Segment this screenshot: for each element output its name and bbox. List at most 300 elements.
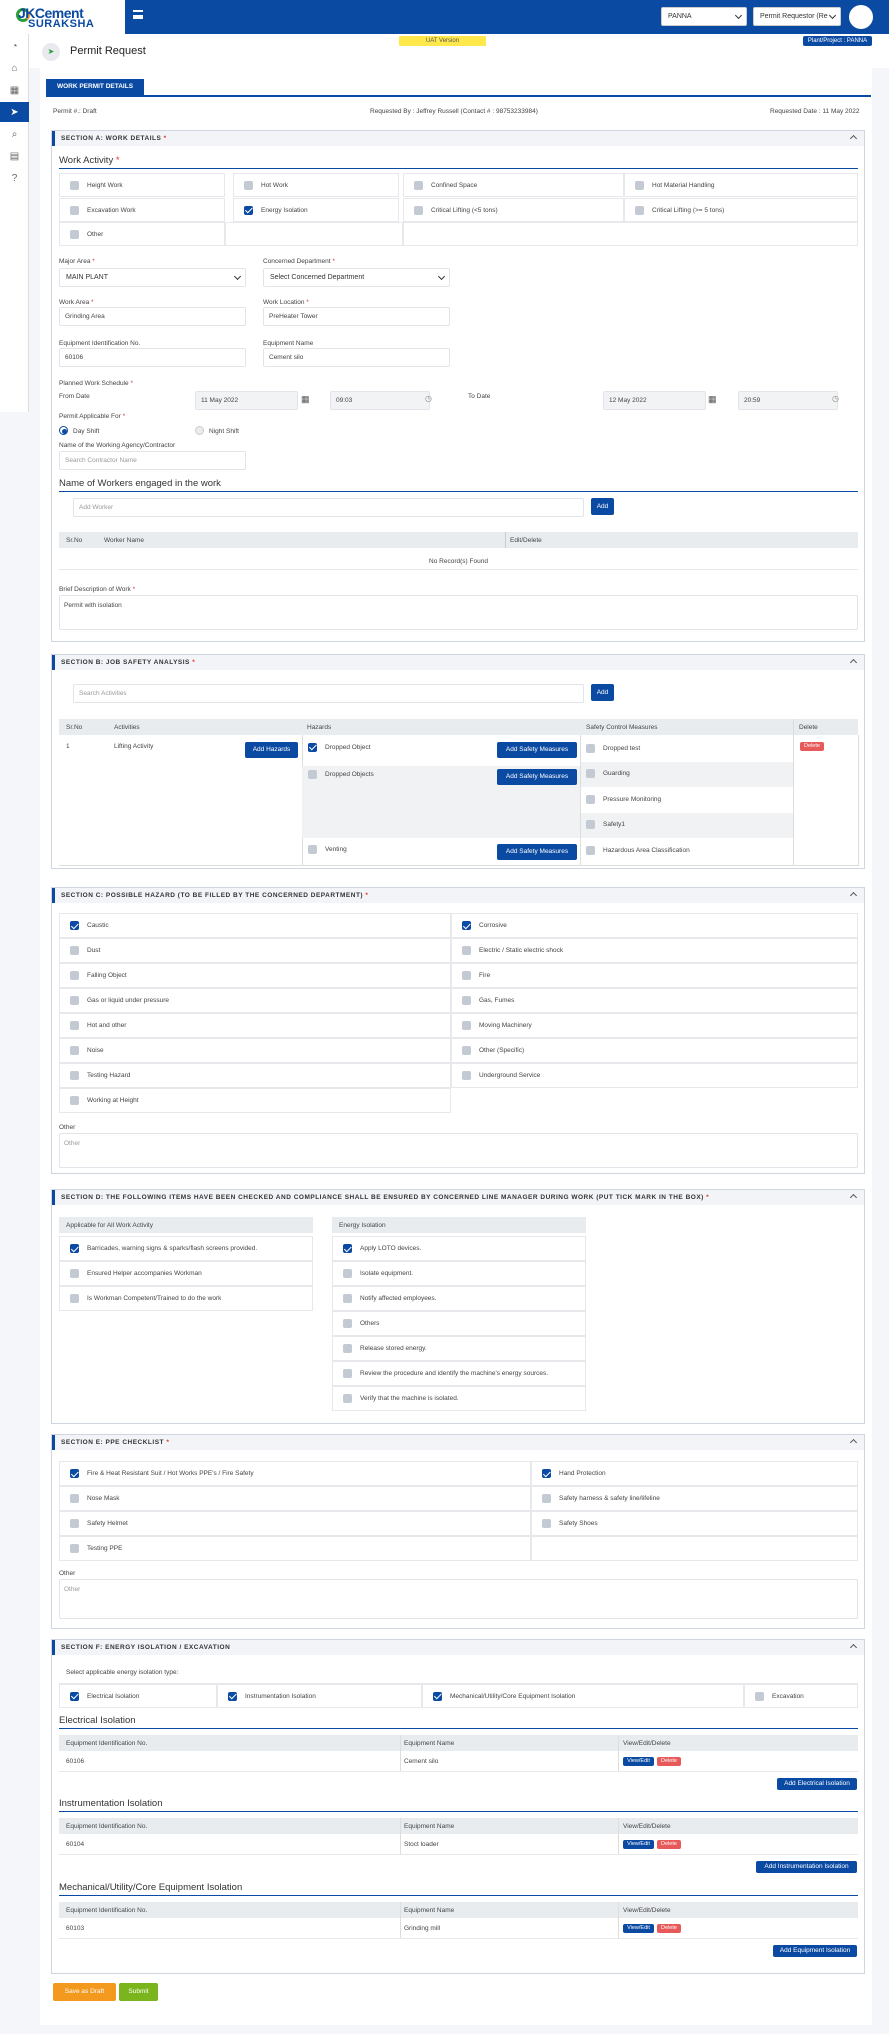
compliance-item-label: Others xyxy=(360,1320,380,1327)
checked-checkbox[interactable] xyxy=(542,1469,551,1478)
checkbox[interactable] xyxy=(414,206,423,215)
jsa-table-header xyxy=(59,719,858,735)
checkbox[interactable] xyxy=(462,971,471,980)
hazard-checkbox-item-label: Gas, Fumes xyxy=(479,997,515,1004)
jsa-activity: Lifting Activity xyxy=(114,743,154,750)
ppe-item xyxy=(531,1461,858,1486)
checkbox[interactable] xyxy=(308,845,317,854)
chevron-up-icon[interactable] xyxy=(850,659,857,666)
compliance-item-label: Review the procedure and identify the machine's energy sources. xyxy=(360,1370,549,1377)
work-area-label: Work Area * xyxy=(59,299,94,306)
checkbox[interactable] xyxy=(343,1394,352,1403)
chevron-up-icon[interactable] xyxy=(850,1644,857,1651)
hazard-checkbox-item xyxy=(59,938,451,963)
hazard-checkbox-item xyxy=(59,1063,451,1088)
add-isolation-button[interactable]: Add Electrical Isolation xyxy=(777,1778,857,1790)
row-divider xyxy=(59,1938,858,1939)
tab-work-permit-details[interactable]: WORK PERMIT DETAILS xyxy=(46,79,144,95)
work-activity-heading: Work Activity * xyxy=(59,155,120,166)
add-isolation-button[interactable]: Add Instrumentation Isolation xyxy=(756,1861,857,1873)
checkbox[interactable] xyxy=(343,1369,352,1378)
hazard-checkbox-item xyxy=(59,1038,451,1063)
empty-cell xyxy=(403,222,858,246)
ppe-item xyxy=(59,1536,531,1561)
checked-checkbox[interactable] xyxy=(462,921,471,930)
chevron-up-icon[interactable] xyxy=(850,892,857,899)
section-f-title: SECTION F: ENERGY ISOLATION / EXCAVATION xyxy=(61,1644,231,1651)
concerned-dept-label: Concerned Department * xyxy=(263,258,335,265)
safety-measure-item-label: Hazardous Area Classification xyxy=(603,846,690,854)
search-activities-input[interactable]: Search Activities xyxy=(73,684,584,703)
heading-underline xyxy=(59,491,858,492)
checkbox[interactable] xyxy=(244,181,253,190)
schedule-label-text: Planned Work Schedule xyxy=(59,380,129,387)
brief-label: Brief Description of Work * xyxy=(59,586,136,593)
hazard-checkbox-item-label: Hot and other xyxy=(87,1022,127,1029)
sidebar xyxy=(0,34,29,412)
hazard-item-label: Venting xyxy=(325,845,347,853)
work-activity-item xyxy=(59,173,225,197)
requested-date: Requested Date : 11 May 2022 xyxy=(770,108,860,115)
col-worker-name: Worker Name xyxy=(104,536,144,544)
equipment-name-cell: Stoct loader xyxy=(404,1841,439,1848)
work-area-label-text: Work Area xyxy=(59,299,90,306)
site-select-value: PANNA xyxy=(668,13,692,20)
checkbox[interactable] xyxy=(542,1519,551,1528)
hazard-other-textarea[interactable]: Other xyxy=(59,1133,858,1168)
heading-underline xyxy=(59,1895,858,1896)
checkbox[interactable] xyxy=(70,946,79,955)
work-activity-item-label: Other xyxy=(87,230,104,238)
applicable-label: Permit Applicable For * xyxy=(59,413,126,420)
night-shift-label: Night Shift xyxy=(209,428,239,435)
checkbox[interactable] xyxy=(343,1319,352,1328)
section-e-title: SECTION E: PPE CHECKLIST xyxy=(61,1439,165,1446)
agency-search-input[interactable]: Search Contractor Name xyxy=(59,451,246,470)
checkbox[interactable] xyxy=(70,181,79,190)
document-icon[interactable]: ▤ xyxy=(9,150,20,162)
checkbox[interactable] xyxy=(70,1046,79,1055)
col-equipment-id: Equipment Identification No. xyxy=(66,1739,148,1747)
hazard-checkbox-item-label: Underground Service xyxy=(479,1072,541,1079)
compliance-item-label: Ensured Helper accompanies Workman xyxy=(87,1270,202,1277)
section-b-header[interactable]: SECTION B: JOB SAFETY ANALYSIS * xyxy=(52,655,864,670)
safety-measure-item xyxy=(576,790,786,808)
chevron-down-icon xyxy=(735,12,742,19)
section-e-header[interactable]: SECTION E: PPE CHECKLIST * xyxy=(52,1435,864,1450)
col-divider xyxy=(618,1818,619,1854)
view-edit-button[interactable]: View/Edit xyxy=(623,1840,654,1849)
send-icon: ➤ xyxy=(42,43,60,61)
compliance-item xyxy=(59,1236,313,1261)
col-divider xyxy=(400,1902,401,1938)
safety-measure-item-label: Safety1 xyxy=(603,820,626,828)
safety-measure-item-label: Guarding xyxy=(603,769,630,777)
compliance-item-label: Verify that the machine is isolated. xyxy=(360,1395,459,1402)
compliance-item xyxy=(332,1286,586,1311)
isolation-table-header xyxy=(59,1818,858,1834)
clock-icon[interactable]: ◷ xyxy=(425,394,432,403)
help-icon[interactable]: ? xyxy=(11,172,18,184)
work-activity-item xyxy=(403,198,624,222)
checkbox[interactable] xyxy=(70,971,79,980)
compliance-item xyxy=(332,1386,586,1411)
chevron-down-icon xyxy=(438,273,445,280)
from-date-label: From Date xyxy=(59,393,90,400)
hazard-checkbox-item-label: Working at Height xyxy=(87,1097,139,1104)
equipment-name-cell: Cement silo xyxy=(404,1758,439,1765)
checkbox[interactable] xyxy=(586,769,595,778)
site-select[interactable] xyxy=(661,7,747,26)
checkbox[interactable] xyxy=(70,230,79,239)
compliance-item xyxy=(332,1261,586,1286)
ppe-item-label: Nose Mask xyxy=(87,1495,120,1502)
checked-checkbox[interactable] xyxy=(244,206,253,215)
empty-cell xyxy=(531,1536,858,1561)
workers-heading: Name of Workers engaged in the work xyxy=(59,478,221,489)
compliance-item xyxy=(59,1286,313,1311)
checked-checkbox[interactable] xyxy=(70,921,79,930)
equipment-id-cell: 60106 xyxy=(66,1758,85,1765)
work-activity-item xyxy=(233,198,399,222)
col-divider xyxy=(400,1735,401,1771)
isolation-type-item-label: Excavation xyxy=(772,1692,804,1700)
hazard-item xyxy=(298,765,498,783)
to-time-field[interactable]: 20:59 xyxy=(738,391,838,410)
col-equipment-name: Equipment Name xyxy=(404,1822,455,1830)
requested-by: Requested By : Jeffrey Russell (Contact # : 98753233984) xyxy=(370,108,538,115)
col-safety-measures: Safety Control Measures xyxy=(586,723,658,731)
checkbox[interactable] xyxy=(308,770,317,779)
checkbox[interactable] xyxy=(462,1021,471,1030)
jsa-srno: 1 xyxy=(66,743,70,750)
checkbox[interactable] xyxy=(70,1544,79,1553)
hazard-checkbox-item-label: Testing Hazard xyxy=(87,1072,131,1079)
ppe-item xyxy=(59,1486,531,1511)
checkbox[interactable] xyxy=(635,206,644,215)
menu-toggle-icon[interactable] xyxy=(133,10,143,19)
checkbox[interactable] xyxy=(70,206,79,215)
compliance-item-label: Notify affected employees. xyxy=(360,1295,437,1302)
view-edit-button[interactable]: View/Edit xyxy=(623,1757,654,1766)
col-view-edit-delete: View/Edit/Delete xyxy=(623,1822,671,1830)
concerned-dept-select[interactable] xyxy=(263,268,450,287)
energy-isolation-header: Energy Isolation xyxy=(332,1217,586,1233)
col-edit-delete: Edit/Delete xyxy=(510,536,542,544)
ppe-item xyxy=(531,1486,858,1511)
row-divider xyxy=(59,1771,858,1772)
ppe-item-label: Safety harness & safety line/lifeline xyxy=(559,1495,660,1502)
safety-measure-item-label: Dropped test xyxy=(603,744,641,752)
brand-logo[interactable] xyxy=(0,0,125,34)
isolation-type-item-label: Mechanical/Utility/Core Equipment Isolation xyxy=(450,1692,576,1700)
compliance-item-label: Apply LOTO devices. xyxy=(360,1245,422,1252)
ppe-item-label: Testing PPE xyxy=(87,1545,123,1552)
hazard-item xyxy=(298,738,498,756)
page-title: Permit Request xyxy=(70,45,146,57)
row-divider xyxy=(59,1854,858,1855)
compliance-item xyxy=(332,1361,586,1386)
hazard-item-label: Dropped Object xyxy=(325,743,371,751)
isolation-type-item-label: Electrical Isolation xyxy=(87,1692,140,1700)
col-delete: Delete xyxy=(799,723,818,731)
work-activity-item xyxy=(624,198,858,222)
work-activity-item xyxy=(233,173,399,197)
checkbox[interactable] xyxy=(343,1344,352,1353)
isolation-type-item xyxy=(59,1684,217,1708)
work-activity-item xyxy=(403,173,624,197)
safety-measure-item xyxy=(576,739,786,757)
equip-id-label: Equipment Identification No. xyxy=(59,340,141,347)
col-hazards: Hazards xyxy=(307,723,332,731)
ppe-item xyxy=(59,1461,531,1486)
col-divider xyxy=(793,719,794,865)
hazard-checkbox-item-label: Corrosive xyxy=(479,922,507,929)
work-location-field[interactable]: PreHeater Tower xyxy=(263,307,450,326)
isolation-group-heading: Mechanical/Utility/Core Equipment Isolation xyxy=(59,1882,243,1893)
work-location-label: Work Location * xyxy=(263,299,309,306)
ppe-item xyxy=(59,1511,531,1536)
hazard-checkbox-item-label: Fire xyxy=(479,972,491,979)
col-view-edit-delete: View/Edit/Delete xyxy=(623,1739,671,1747)
no-records-row xyxy=(59,554,858,570)
col-equipment-id: Equipment Identification No. xyxy=(66,1822,148,1830)
work-activity-item-label: Height Work xyxy=(87,181,123,189)
checkbox[interactable] xyxy=(462,1046,471,1055)
compliance-item xyxy=(59,1261,313,1286)
section-d-title: SECTION D: THE FOLLOWING ITEMS HAVE BEEN CHECKED AND COMPLIANCE SHALL BE ENSURED BY CONCERNED LINE MANAGER DURING WORK (PUT TICK MARK IN THE BOX) xyxy=(61,1194,704,1201)
checkbox[interactable] xyxy=(462,946,471,955)
equip-id-field[interactable]: 60106 xyxy=(59,348,246,367)
checkbox[interactable] xyxy=(70,1519,79,1528)
col-divider xyxy=(858,735,859,865)
checked-checkbox[interactable] xyxy=(70,1244,79,1253)
schedule-label: Planned Work Schedule * xyxy=(59,380,133,387)
hazard-checkbox-item xyxy=(451,938,858,963)
agency-label: Name of the Working Agency/Contractor xyxy=(59,442,176,449)
hazard-checkbox-item-label: Caustic xyxy=(87,922,109,929)
dashboard-icon[interactable]: ◔ xyxy=(11,40,18,52)
role-select[interactable] xyxy=(753,7,841,26)
day-shift-radio[interactable] xyxy=(59,426,68,435)
hazard-checkbox-item-label: Falling Object xyxy=(87,972,127,979)
brief-description-textarea[interactable]: Permit with isolation xyxy=(59,595,858,630)
compliance-item-label: Is Workman Competent/Trained to do the work xyxy=(87,1295,222,1302)
equipment-id-cell: 60104 xyxy=(66,1841,85,1848)
checkbox[interactable] xyxy=(70,1494,79,1503)
work-activity-item xyxy=(59,222,225,246)
add-worker-button[interactable]: Add xyxy=(591,498,614,515)
ppe-other-label: Other xyxy=(59,1570,76,1577)
equipment-name-cell: Grinding mill xyxy=(404,1925,441,1932)
calendar-icon[interactable]: ▦ xyxy=(301,394,310,404)
uat-badge: UAT Version xyxy=(399,36,486,46)
calendar-icon[interactable]: ▦ xyxy=(708,394,717,404)
compliance-item xyxy=(332,1236,586,1261)
col-equipment-name: Equipment Name xyxy=(404,1906,455,1914)
clock-icon[interactable]: ◷ xyxy=(832,394,839,403)
safety-measure-item xyxy=(576,815,786,833)
compliance-item-label: Isolate equipment. xyxy=(360,1270,414,1277)
hazard-checkbox-item-label: Electric / Static electric shock xyxy=(479,947,564,954)
hazard-checkbox-item xyxy=(59,1013,451,1038)
equipment-id-cell: 60103 xyxy=(66,1925,85,1932)
add-safety-measures-button[interactable]: Add Safety Measures xyxy=(497,769,577,785)
all-activity-header: Applicable for All Work Activity xyxy=(59,1217,313,1233)
isolation-type-item xyxy=(422,1684,744,1708)
checkbox[interactable] xyxy=(586,795,595,804)
hazard-checkbox-item xyxy=(59,913,451,938)
work-activity-item-label: Hot Work xyxy=(261,181,288,189)
add-isolation-button[interactable]: Add Equipment Isolation xyxy=(773,1945,857,1957)
checkbox[interactable] xyxy=(70,1096,79,1105)
compliance-item-label: Barricades, warning signs & sparks/flash screens provided. xyxy=(87,1245,258,1252)
hazard-checkbox-item-label: Noise xyxy=(87,1047,104,1054)
hazard-checkbox-item-label: Gas or liquid under pressure xyxy=(87,997,170,1004)
heading-underline xyxy=(59,168,858,169)
hazard-checkbox-item xyxy=(59,988,451,1013)
col-divider xyxy=(618,1902,619,1938)
col-view-edit-delete: View/Edit/Delete xyxy=(623,1906,671,1914)
brand-line1: JKCement xyxy=(18,5,84,21)
chevron-up-icon[interactable] xyxy=(850,1439,857,1446)
checkbox[interactable] xyxy=(70,1294,79,1303)
major-area-label: Major Area * xyxy=(59,258,95,265)
permit-number: Permit #.: Draft xyxy=(53,108,97,115)
applicable-label-text: Permit Applicable For xyxy=(59,413,121,420)
user-avatar[interactable] xyxy=(849,5,873,29)
delete-button[interactable]: Delete xyxy=(657,1840,681,1849)
checkbox[interactable] xyxy=(542,1494,551,1503)
night-shift-radio[interactable] xyxy=(195,426,204,435)
checked-checkbox[interactable] xyxy=(433,1692,442,1701)
checkbox[interactable] xyxy=(414,181,423,190)
delete-button[interactable]: Delete xyxy=(657,1757,681,1766)
day-shift-label: Day Shift xyxy=(73,428,100,435)
work-activity-item-label: Confined Space xyxy=(431,181,478,189)
view-edit-button[interactable]: View/Edit xyxy=(623,1924,654,1933)
section-f-header[interactable] xyxy=(52,1640,864,1655)
send-icon[interactable]: ➤ xyxy=(0,102,29,122)
safety-measure-item-label: Pressure Monitoring xyxy=(603,795,662,803)
search-icon[interactable]: ⌕ xyxy=(11,128,18,140)
chevron-up-icon[interactable] xyxy=(850,135,857,142)
hazard-checkbox-item xyxy=(451,913,858,938)
checked-checkbox[interactable] xyxy=(70,1469,79,1478)
add-safety-measures-button[interactable]: Add Safety Measures xyxy=(497,742,577,758)
plant-badge: Plant/Project : PANNA xyxy=(803,36,872,46)
ppe-item-label: Safety Shoes xyxy=(559,1520,598,1527)
work-activity-item-label: Energy Isolation xyxy=(261,206,308,214)
isolation-type-label: Select applicable energy isolation type: xyxy=(66,1669,179,1676)
checkbox[interactable] xyxy=(70,996,79,1005)
major-area-value: MAIN PLANT xyxy=(66,274,109,281)
checkbox[interactable] xyxy=(755,1692,764,1701)
section-a-title: SECTION A: WORK DETAILS xyxy=(61,135,162,142)
checkbox[interactable] xyxy=(343,1294,352,1303)
checkbox[interactable] xyxy=(70,1269,79,1278)
checkbox[interactable] xyxy=(462,996,471,1005)
from-date-field[interactable]: 11 May 2022 xyxy=(195,391,298,410)
home-icon[interactable]: ⌂ xyxy=(11,62,18,74)
work-activity-item-label: Excavation Work xyxy=(87,206,136,214)
work-activity-item xyxy=(59,198,225,222)
hazard-checkbox-item xyxy=(59,1088,451,1113)
hazard-checkbox-item xyxy=(451,988,858,1013)
ppe-item-label: Safety Helmet xyxy=(87,1520,128,1527)
safety-measure-item xyxy=(576,841,786,859)
save-draft-button[interactable]: Save as Draft xyxy=(53,1983,116,2001)
add-hazards-button[interactable]: Add Hazards xyxy=(245,742,298,758)
isolation-group-heading: Instrumentation Isolation xyxy=(59,1798,163,1809)
checkbox[interactable] xyxy=(462,1071,471,1080)
checked-checkbox[interactable] xyxy=(308,743,317,752)
checkbox[interactable] xyxy=(586,744,595,753)
equip-name-label: Equipment Name xyxy=(263,340,314,347)
chevron-up-icon[interactable] xyxy=(850,1194,857,1201)
submit-button[interactable]: Submit xyxy=(119,1983,158,2001)
add-safety-measures-button[interactable]: Add Safety Measures xyxy=(497,844,577,860)
isolation-type-item xyxy=(217,1684,422,1708)
section-c-header[interactable]: SECTION C: POSSIBLE HAZARD (TO BE FILLED BY THE CONCERNED DEPARTMENT) * xyxy=(52,888,864,903)
ppe-item-label: Fire & Heat Resistant Suit / Hot Works PPE's / Fire Safety xyxy=(87,1470,254,1477)
row-divider xyxy=(59,865,859,866)
checked-checkbox[interactable] xyxy=(228,1692,237,1701)
delete-button[interactable]: Delete xyxy=(657,1924,681,1933)
ppe-other-textarea[interactable]: Other xyxy=(59,1579,858,1619)
checked-checkbox[interactable] xyxy=(70,1692,79,1701)
checkbox[interactable] xyxy=(70,1071,79,1080)
hazard-checkbox-item-label: Moving Machinery xyxy=(479,1022,532,1029)
col-equipment-name: Equipment Name xyxy=(404,1739,455,1747)
to-date-field[interactable]: 12 May 2022 xyxy=(603,391,706,410)
compliance-item-label: Release stored energy. xyxy=(360,1345,427,1352)
col-divider xyxy=(505,532,506,548)
add-worker-input[interactable]: Add Worker xyxy=(73,498,584,517)
isolation-type-item xyxy=(744,1684,858,1708)
delete-activity-button[interactable]: Delete xyxy=(800,742,824,751)
hazard-checkbox-item xyxy=(451,1013,858,1038)
checkbox[interactable] xyxy=(70,1021,79,1030)
section-d-header[interactable]: SECTION D: THE FOLLOWING ITEMS HAVE BEEN CHECKED AND COMPLIANCE SHALL BE ENSURED BY CONCERNED LINE MANAGER DURING WORK (PUT TICK MARK IN THE BOX) * xyxy=(52,1190,864,1205)
major-area-label-text: Major Area xyxy=(59,258,91,265)
hazard-checkbox-item-label: Other (Specific) xyxy=(479,1047,525,1054)
heading-underline xyxy=(59,1811,858,1812)
from-time-field[interactable]: 09:03 xyxy=(330,391,430,410)
checkbox[interactable] xyxy=(343,1269,352,1278)
section-b-title: SECTION B: JOB SAFETY ANALYSIS xyxy=(61,659,190,666)
checkbox[interactable] xyxy=(586,820,595,829)
map-icon[interactable]: ▦ xyxy=(9,84,20,96)
hazard-checkbox-item xyxy=(451,1038,858,1063)
work-area-field[interactable]: Grinding Area xyxy=(59,307,246,326)
hazard-other-label: Other xyxy=(59,1124,76,1131)
compliance-item xyxy=(332,1336,586,1361)
ppe-item-label: Hand Protection xyxy=(559,1470,606,1477)
hazard-item xyxy=(298,840,498,858)
checked-checkbox[interactable] xyxy=(343,1244,352,1253)
isolation-group-heading: Electrical Isolation xyxy=(59,1715,136,1726)
hazard-item-label: Dropped Objects xyxy=(325,770,374,778)
add-activity-button[interactable]: Add xyxy=(591,684,614,701)
col-srno: Sr.No xyxy=(66,723,83,731)
checkbox[interactable] xyxy=(635,181,644,190)
checkbox[interactable] xyxy=(586,846,595,855)
section-a-header[interactable]: SECTION A: WORK DETAILS * xyxy=(52,131,864,146)
equip-name-field[interactable]: Cement silo xyxy=(263,348,450,367)
major-area-select[interactable] xyxy=(59,268,246,287)
col-equipment-id: Equipment Identification No. xyxy=(66,1906,148,1914)
